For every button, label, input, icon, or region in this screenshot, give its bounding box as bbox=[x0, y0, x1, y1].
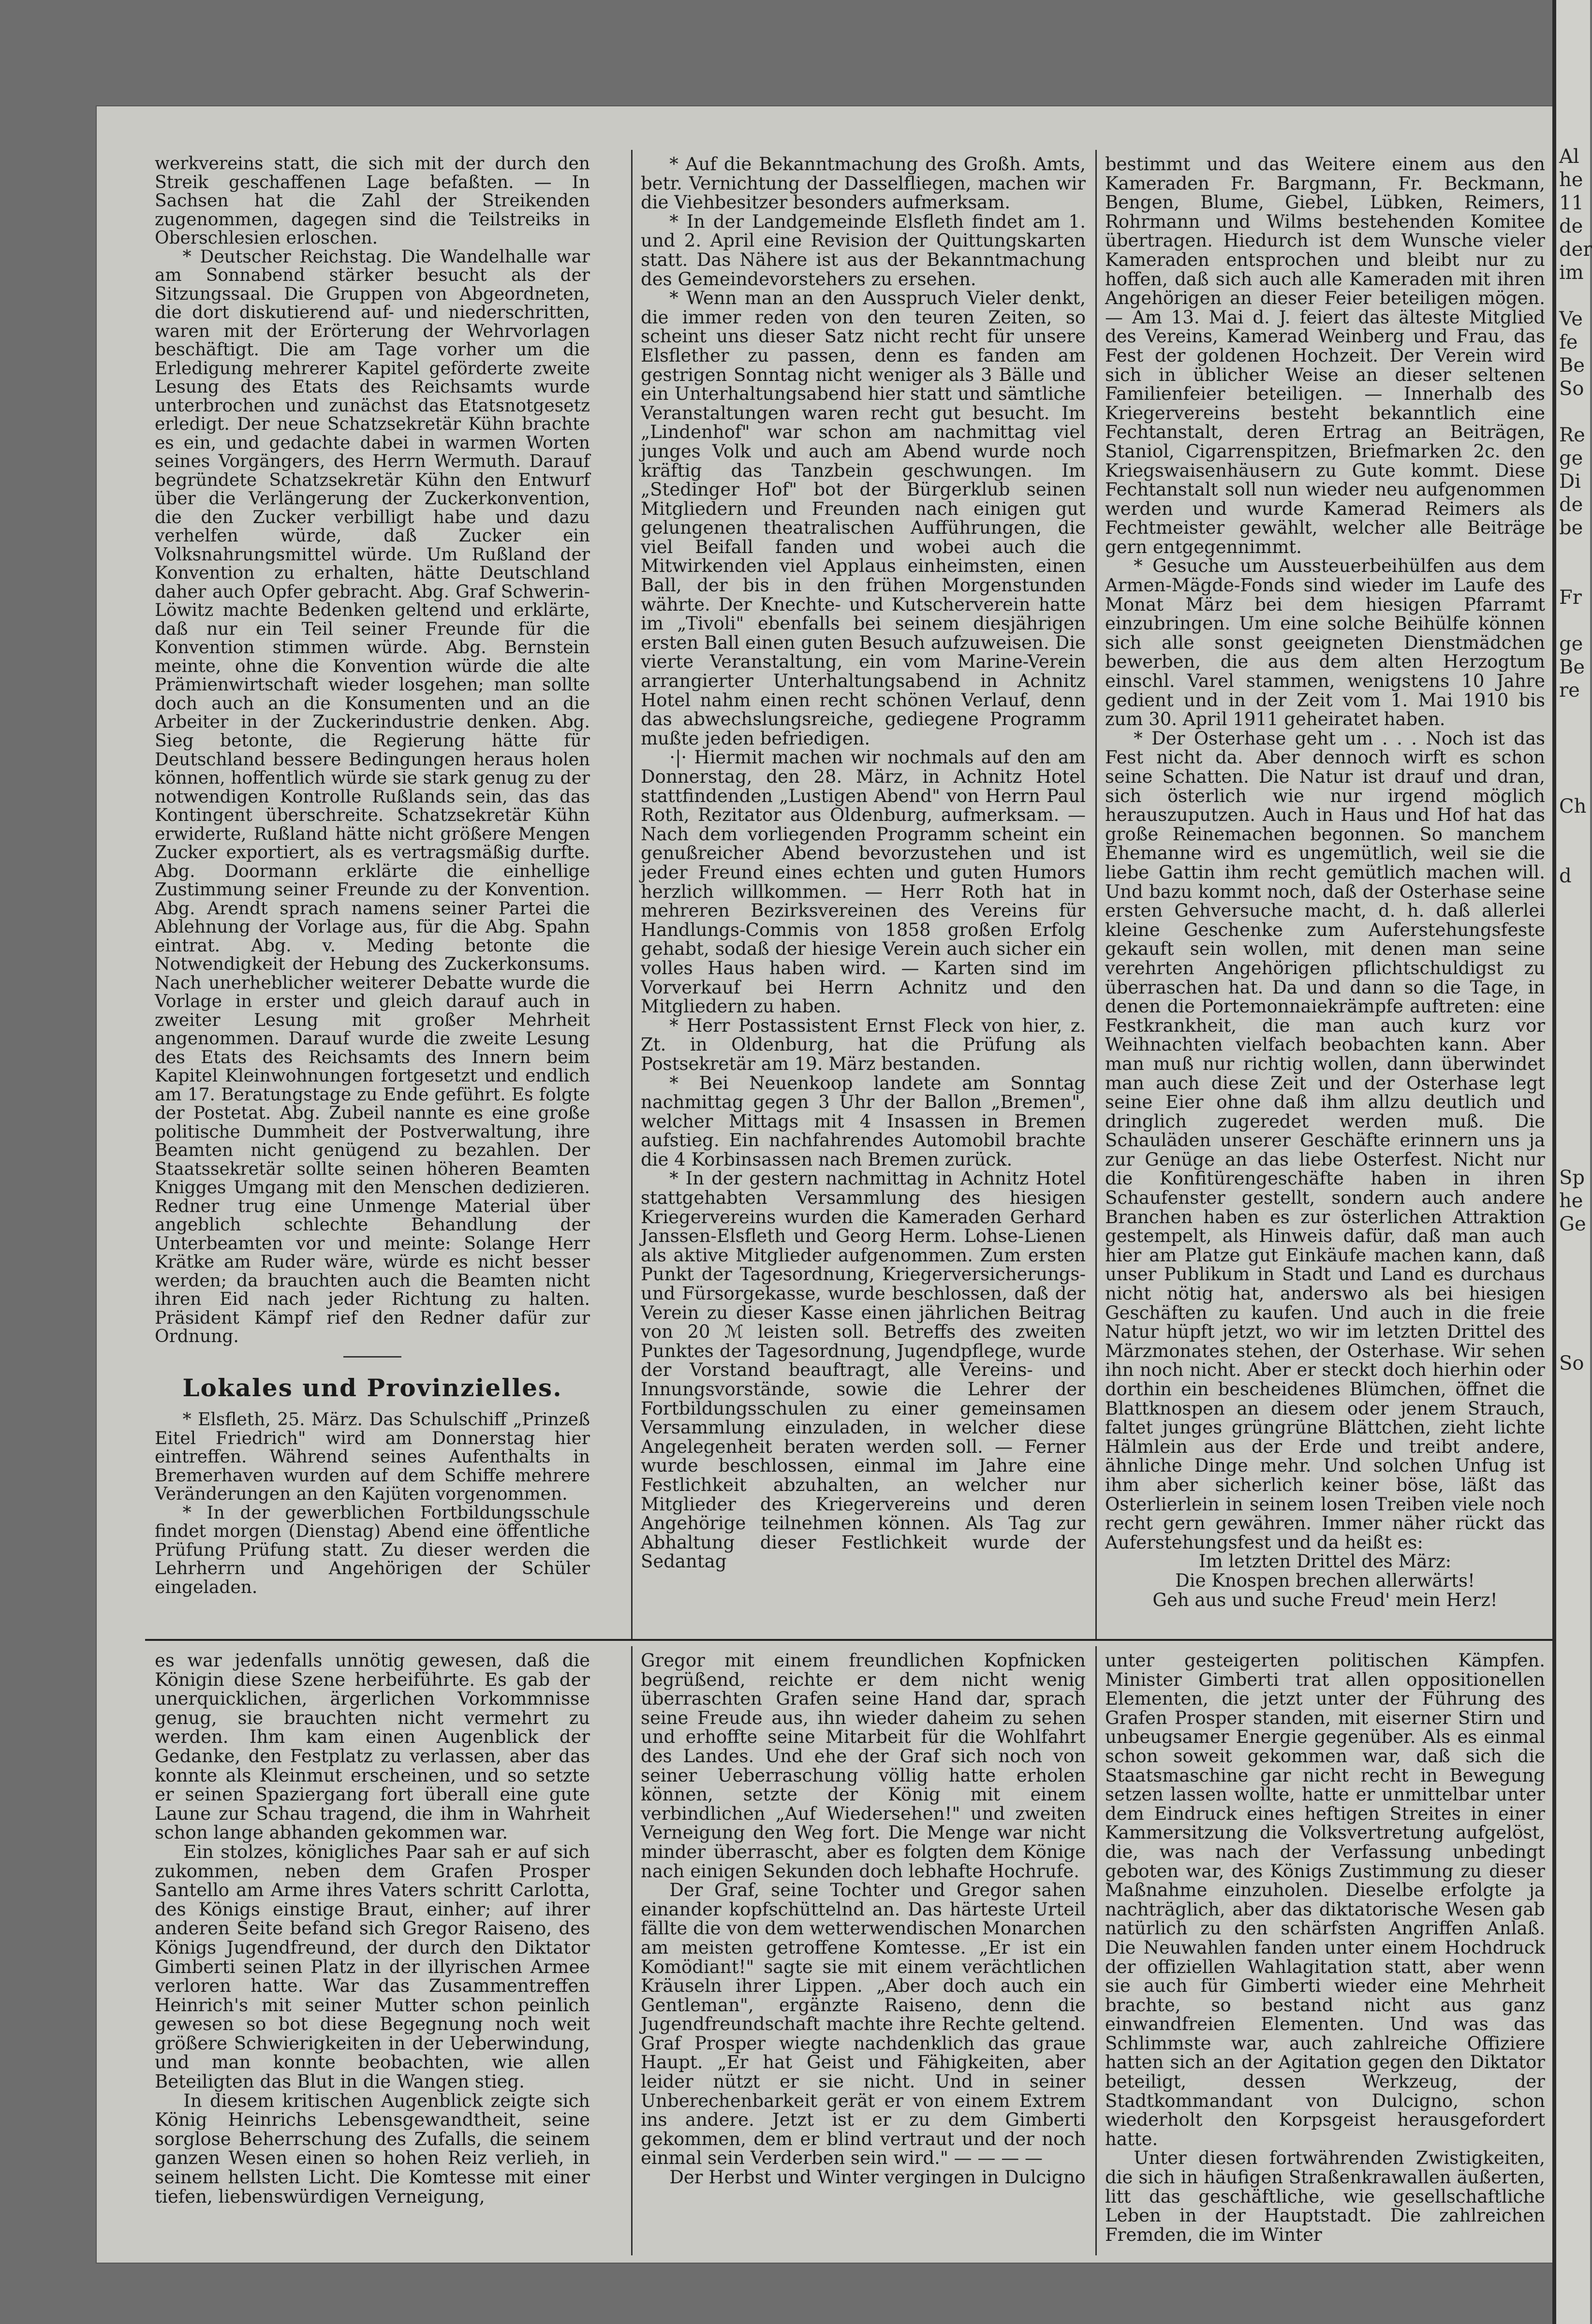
paragraph: * In der gestern nachmittag in Achnitz Hotel stattgehabten Versammlung des hiesigen Kriegervereins wurden die Kameraden Gerhard Janssen-Elsfleth und Georg Herm. Lohse-Lienen als aktive Mitglieder aufgenommen. Zum ersten Punkt der Tagesordnung, Kriegerversicherungs- und Fürsorgekasse, wurde beschlossen, daß der Verein zu dieser Kasse einen jährlichen Beitrag von 20 ℳ leisten soll. Betreffs des zweiten Punktes der Tagesordnung, Jugendpflege, wurde der Vorstand beauftragt, alle Vereins- und Innungsvorstände, sowie die Lehrer der Fortbildungsschulen zu einer gemeinsamen Versammlung einzuladen, in welcher diese Angelegenheit beraten werden soll. — Ferner wurde beschlossen, einmal im Jahre eine Festlichkeit abzuhalten, an welcher nur Mitglieder des Kriegervereins und deren Angehörige teilnehmen können. Als Tag zur Abhaltung dieser Festlichkeit wurde der Sedantag bbox=[641, 1168, 1086, 1572]
column-rule bbox=[631, 150, 633, 1639]
section-title: Lokales und Provinzielles. bbox=[182, 1374, 562, 1402]
paragraph: ·|· Hiermit machen wir nochmals auf den am Donnerstag, den 28. März, in Achnitz Hotel stattfindenden „Lustigen Abend" von Herrn Paul Roth, Rezitator aus Oldenburg, aufmerksam. — Nach dem vorliegenden Programm scheint ein genußreicher Abend bevorzustehen und ist jeder Freund eines echten und guten Humors herzlich willkommen. — Herr Roth hat in mehreren Bezirksvereinen des Vereins für Handlungs-Commis von 1858 großen Erfolg gehabt, sodaß der hiesige Verein auch sicher ein volles Haus haben wird. — Karten sind im Vorverkauf bei Herrn Achnitz und den Mitgliedern zu haben. bbox=[641, 747, 1086, 1017]
adjacent-page-edge bbox=[1552, 0, 1590, 2324]
paragraph: * Deutscher Reichstag. Die Wandelhalle war am Sonnabend stärker besucht als der Sitzungssaal. Die Gruppen von Abgeordneten, die dort diskutierend auf- und niederschritten, waren mit der Erörterung der Wehrvorlagen beschäftigt. Die am Tage vorher um die Erledigung mehrerer Kapitel geförderte zweite Lesung des Etats des Reichsamts wurde unterbrochen und zunächst das Etatsnotgesetz erledigt. Der neue Schatzsekretär Kühn brachte es ein, und gedachte dabei in warmen Worten seines Vorgängers, des Herrn Wermuth. Darauf begründete Schatzsekretär Kühn den Entwurf über die Verlängerung der Zuckerkonvention, die den Zucker verbilligt habe und dazu verhelfen würde, daß Zucker ein Volksnahrungsmittel würde. Um Rußland der Konvention zu erhalten, hätte Deutschland daher auch Opfer gebracht. Abg. Graf Schwerin-Löwitz machte Bedenken geltend und erklärte, daß nur ein Teil seiner Freunde für die Konvention stimmen würde. Abg. Bernstein meinte, ohne die Konvention würde die alte Prämienwirtschaft wieder losgehen; man sollte doch auch an die Konsumenten und an die Arbeiter in der Zuckerindustrie denken. Abg. Sieg betonte, die Regierung hätte für Deutschland bessere Bedingungen heraus holen können, hoffentlich würde sie stark genug zu der notwendigen Kontrolle Rußlands sein, das das Kontingent überschreite. Schatzsekretär Kühn erwiderte, Rußland hätte nicht größere Mengen Zucker exportiert, als es vertragsmäßig durfte. Abg. Doormann erklärte die einhellige Zustimmung seiner Freunde zu der Konvention. Abg. Arendt sprach namens seiner Partei die Ablehnung der Vorlage aus, für die Abg. Spahn eintrat. Abg. v. Meding betonte die Notwendigkeit der Hebung des Zuckerkonsums. Nach unerheblicher weiterer Debatte wurde die Vorlage in erster und gleich darauf auch in zweiter Lesung mit großer Mehrheit angenommen. Darauf wurde die zweite Lesung des Etats des Reichsamts des Innern beim Kapitel Kleinwohnungen fortgesetzt und endlich am 17. Beratungstage zu Ende geführt. Es folgte der Postetat. Abg. Zubeil nannte es eine große politische Dummheit der Postverwaltung, ihre Beamten nicht genügend zu bezahlen. Der Staatssekretär sollte seinen höheren Beamten Knigges Umgang mit den Menschen dedizieren. Redner trug eine Unmenge Material über angeblich schlechte Behandlung der Unterbeamten vor und meinte: Solange Herr Krätke am Ruder wäre, würde es nicht besser werden; da brauchten auch die Beamten nicht ihren Eid nach jeder Richtung zu halten. Präsident Kämpf rief den Redner dafür zur Ordnung. bbox=[155, 247, 590, 1347]
paragraph: Der Herbst und Winter vergingen in Dulcigno bbox=[669, 2167, 1086, 2188]
top-column-3 bbox=[1105, 155, 1545, 1634]
top-column-2 bbox=[641, 155, 1086, 1634]
paragraph: Gregor mit einem freundlichen Kopfnicken begrüßend, reichte er dem nicht wenig überraschten Grafen seine Hand dar, sprach seine Freude aus, ihn wieder daheim zu sehen und erhoffte seine Mitarbeit für die Wohlfahrt des Landes. Und ehe der Graf sich noch von seiner Ueberraschung völlig hatte erholen können, setzte der König mit einem verbindlichen „Auf Wiedersehen!" und zweiten Verneigung den Weg fort. Die Menge war nicht minder überrascht, aber es folgten dem Könige nach einigen Sekunden doch lebhafte Hochrufe. bbox=[641, 1650, 1086, 1882]
paragraph: * Der Osterhase geht um . . . Noch ist das Fest nicht da. Aber dennoch wirft es schon seine Schatten. Die Natur ist drauf und dran, sich österlich wie nur irgend möglich herauszuputzen. Auch in Haus und Hof hat das große Reinemachen begonnen. So manchem Ehemanne wird es ungemütlich, weil sie die liebe Gattin ihm recht gemütlich machen will. Und bazu kommt noch, daß der Osterhase seine ersten Gehversuche macht, d. h. daß allerlei kleine Geschenke zum Auferstehungsfeste gekauft sein wollen, mit denen man seine verehrten Angehörigen pflichtschuldigst zu überraschen hat. Da und dann so die Tage, in denen die Portemonnaiekrämpfe auftreten: eine Festkrankheit, die man auch kurz vor Weihnachten vielfach beobachten kann. Aber man muß nur richtig wollen, dann überwindet man auch diese Zeit und der Osterhase legt seine Eier ohne daß ihm allzu deutlich und dringlich zugeredet werden muß. Die Schauläden unserer Geschäfte erinnern uns ja zur Genüge an das liebe Osterfest. Nicht nur die Konfitürengeschäfte haben in ihren Schaufenster gestellt, sondern auch andere Branchen haben es zur österlichen Attraktion gestempelt, als Hinweis dafür, daß man auch hier am Platze gut Einkäufe machen kann, daß unser Publikum in Stadt und Land es durchaus nicht nötig hat, anderswo als bei hiesigen Geschäften zu kaufen. Und auch in die freie Natur hüpft jetzt, wo wir im letzten Drittel des Märzmonates stehen, der Osterhase. Wir sehen ihn noch nicht. Aber er steckt doch hierhin oder dorthin ein bescheidenes Blümchen, öffnet die Blattknospen an diesem oder jenem Strauch, faltet junges grüngrüne Blättchen, zieht lichte Hälmlein aus der Erde und treibt andere, ähnliche Dinge mehr. Und solchen Unfug ist ihm aber sicherlich keiner böse, läßt das Osterlierlein in seinem losen Treiben viele noch recht gern gewähren. Immer näher rückt das Auferstehungsfest und da heißt es: bbox=[1105, 728, 1545, 1553]
poem-line: Die Knospen brechen allerwärts! bbox=[1175, 1570, 1475, 1591]
paragraph: * In der Landgemeinde Elsfleth findet am 1. und 2. April eine Revision der Quittungskarten statt. Das Nähere ist aus der Bekanntmachung des Gemeindevorstehers zu ersehen. bbox=[641, 211, 1086, 290]
divider bbox=[343, 1356, 401, 1358]
paragraph: * Bei Neuenkoop landete am Sonntag nachmittag gegen 3 Uhr der Ballon „Bremen", welcher Mittags mit 4 Insassen in Bremen aufstieg. Ein nachfahrendes Automobil brachte die 4 Korbinsassen nach Bremen zurück. bbox=[641, 1072, 1086, 1170]
newspaper-page bbox=[97, 106, 1552, 2263]
bottom-column-3 bbox=[1105, 1651, 1545, 2251]
column-rule bbox=[1095, 1646, 1097, 2255]
paragraph: Der Graf, seine Tochter und Gregor sahen einander kopfschüttelnd an. Das härteste Urteil fällte die von dem wetterwendischen Monarchen am meisten getroffene Komtesse. „Er ist ein Komödiant!" sagte sie mit einem verächtlichen Kräuseln ihrer Lippen. „Aber doch auch ein Gentleman", ergänzte Raiseno, denn die Jugendfreundschaft machte ihre Rechte geltend. Graf Prosper wiegte nachdenklich das graue Haupt. „Er hat Geist und Fähigkeiten, aber leider nützt er sie nicht. Und in seiner Unberechenbarkeit gerät er von einem Extrem ins andere. Jetzt ist er zu dem Gimberti gekommen, dem er blind vertraut und der noch einmal sein Verderben sein wird." — — — — bbox=[641, 1880, 1086, 2169]
poem-line: Geh aus und suche Freud' mein Herz! bbox=[1152, 1589, 1498, 1610]
paragraph: * Herr Postassistent Ernst Fleck von hier, z. Zt. in Oldenburg, hat die Prüfung als Postsekretär am 19. März bestanden. bbox=[641, 1015, 1086, 1074]
adjacent-page-text: Al he 11 de der im Ve fe Be So Re ge Di de be Fr ge Be re Ch d Sp he Ge So bbox=[1559, 146, 1592, 1374]
section-divider bbox=[145, 1639, 1552, 1641]
paragraph: es war jedenfalls unnötig gewesen, daß die Königin diese Szene herbeiführte. Es gab der unerquicklichen, ärgerlichen Vorkommnisse genug, sie brauchten nicht vermehrt zu werden. Ihm kam einen Augenblick der Gedanke, den Festplatz zu verlassen, aber das konnte als Kleinmut erscheinen, und so setzte er seinen Spaziergang fort überall eine gute Laune zur Schau tragend, die ihm in Wahrheit schon lange abhanden gekommen war. bbox=[155, 1650, 590, 1843]
paragraph: Unter diesen fortwährenden Zwistigkeiten, die sich in häufigen Straßenkrawallen äußerten, litt das geschäftliche, wie gesellschaftliche Leben in der Hauptstadt. Die zahlreichen Fremden, die im Winter bbox=[1105, 2148, 1545, 2245]
column-rule bbox=[1095, 150, 1097, 1639]
paragraph: * Gesuche um Aussteuerbeihülfen aus dem Armen-Mägde-Fonds sind wieder im Laufe des Monat März bei dem hiesigen Pfarramt einzubringen. Um eine solche Beihülfe können sich alle sonst geeigneten Dienstmädchen bewerben, die aus dem alten Herzogtum einschl. Varel stammen, wenigstens 10 Jahre gedient und in der Zeit vom 1. Mai 1910 bis zum 30. April 1911 geheiratet haben. bbox=[1105, 555, 1545, 730]
paragraph: unter gesteigerten politischen Kämpfen. Minister Gimberti trat allen oppositionellen Elementen, die jetzt unter der Führung des Grafen Prosper standen, mit eiserner Stirn und unbeugsamer Energie gegenüber. Als es einmal schon soweit gekommen war, daß sich die Staatsmaschine gar nicht recht in Bewegung setzen lassen wollte, hatte er unmittelbar unter dem Eindruck eines heftigen Streites in einer Kammersitzung die Volksvertretung aufgelöst, die, was nach der Verfassung unbedingt geboten war, des Königs Zustimmung zu dieser Maßnahme einzuholen. Dieselbe erfolgte ja nachträglich, aber das diktatorische Wesen gab natürlich zu den schärfsten Angriffen Anlaß. Die Neuwahlen fanden unter einem Hochdruck der offiziellen Wahlagitation statt, aber wenn sie auch für Gimberti wieder eine Mehrheit brachte, so bestand nicht aus ganz einwandfreien Elementen. Und was das Schlimmste war, auch zahlreiche Offiziere hatten sich an der Agitation gegen den Diktator beteiligt, dessen Werkzeug, der Stadtkommandant von Dulcigno, schon wiederholt den Korpsgeist herausgefordert hatte. bbox=[1105, 1650, 1545, 2149]
paragraph: werkvereins statt, die sich mit der durch den Streik geschaffenen Lage befaßten. — In Sachsen hat die Zahl der Streikenden zugenommen, dagegen sind die Teilstreiks in Oberschlesien erloschen. bbox=[155, 154, 590, 248]
paragraph: * Wenn man an den Ausspruch Vieler denkt, die immer reden von den teuren Zeiten, so scheint uns dieser Satz nicht recht für unsere Elsflether zu passen, denn es fanden am gestrigen Sonntag nicht weniger als 3 Bälle und ein Unterhaltungsabend hier statt und sämtliche Veranstaltungen waren recht gut besucht. Im „Lindenhof" war schon am nachmittag viel junges Volk und auch am Abend wurde noch kräftig das Tanzbein geschwungen. Im „Stedinger Hof" bot der Bürgerklub seinen Mitgliedern und Freunden nach einigen gut gelungenen theatralischen Aufführungen, die viel Beifall fanden und wobei auch die Mitwirkenden viel Applaus einheimsten, einen Ball, der bis in den frühen Morgenstunden währte. Der Knechte- und Kutscherverein hatte im „Tivoli" ebenfalls bei seinem diesjährigen ersten Ball einen guten Besuch aufzuweisen. Die vierte Veranstaltung, ein vom Marine-Verein arrangierter Unterhaltungsabend in Achnitz Hotel nahm einen recht schönen Verlauf, denn das abwechslungsreiche, gediegene Programm mußte jeden befriedigen. bbox=[641, 288, 1086, 749]
bottom-column-1 bbox=[155, 1651, 590, 2251]
paragraph: * Elsfleth, 25. März. Das Schulschiff „Prinzeß Eitel Friedrich" wird am Donnerstag hier eintreffen. Während seines Aufenthalts in Bremerhaven wurden auf dem Schiffe mehrere Veränderungen an den Kajüten vorgenommen. bbox=[155, 1410, 590, 1505]
poem-line: Im letzten Drittel des März: bbox=[1198, 1551, 1452, 1572]
paragraph: In diesem kritischen Augenblick zeigte sich König Heinrichs Lebensgewandtheit, seine sorglose Beherrschung des Zufalls, die seinem ganzen Wesen einen so hohen Reiz verlieh, in seinem hellsten Licht. Die Komtesse mit einer tiefen, liebenswürdigen Verneigung, bbox=[155, 2090, 590, 2207]
paragraph: * In der gewerblichen Fortbildungsschule findet morgen (Dienstag) Abend eine öffentliche Prüfung Prüfung statt. Zu dieser werden die Lehrherrn und Angehörigen der Schüler eingeladen. bbox=[155, 1503, 590, 1597]
top-column-1 bbox=[155, 155, 590, 1634]
paragraph: bestimmt und das Weitere einem aus den Kameraden Fr. Bargmann, Fr. Beckmann, Bengen, Blume, Giebel, Lübken, Reimers, Rohrmann und Wilms bestehenden Komitee übertragen. Hiedurch ist dem Wunsche vieler Kameraden entsprochen und bleibt nur zu hoffen, daß sich auch alle Kameraden mit ihren Angehörigen an dieser Feier beteiligen mögen. — Am 13. Mai d. J. feiert das älteste Mitglied des Vereins, Kamerad Weinberg und Frau, das Fest der goldenen Hochzeit. Der Verein wird sich in üblicher Weise an dieser seltenen Familienfeier beteiligen. — Innerhalb des Kriegervereins besteht bekanntlich eine Fechtanstalt, deren Ertrag an Beiträgen, Staniol, Cigarrenspitzen, Briefmarken 2c. den Kriegswaisenhäusern zu Gute kommt. Diese Fechtanstalt soll nun wieder neu aufgenommen werden und wurde Kamerad Reimers als Fechtmeister gewählt, welcher alle Beiträge gern entgegennimmt. bbox=[1105, 154, 1545, 557]
paragraph: Ein stolzes, königliches Paar sah er auf sich zukommen, neben dem Grafen Prosper Santello am Arme ihres Vaters schritt Carlotta, des Königs einstige Braut, einher; auf ihrer anderen Seite befand sich Gregor Raiseno, des Königs Jugendfreund, der durch den Diktator Gimberti seinen Platz in der illyrischen Armee verloren hatte. War das Zusammentreffen Heinrich's mit seiner Mutter schon peinlich gewesen so bot diese Begegnung noch weit größere Schwierigkeiten in der Ueberwindung, und man konnte beobachten, wie allen Beteiligten das Blut in die Wangen stieg. bbox=[155, 1841, 590, 2092]
bottom-column-2 bbox=[641, 1651, 1086, 2251]
paragraph: * Auf die Bekanntmachung des Großh. Amts, betr. Vernichtung der Dasselfliegen, machen wir die Viehbesitzer besonders aufmerksam. bbox=[641, 154, 1086, 213]
column-rule bbox=[631, 1646, 633, 2255]
